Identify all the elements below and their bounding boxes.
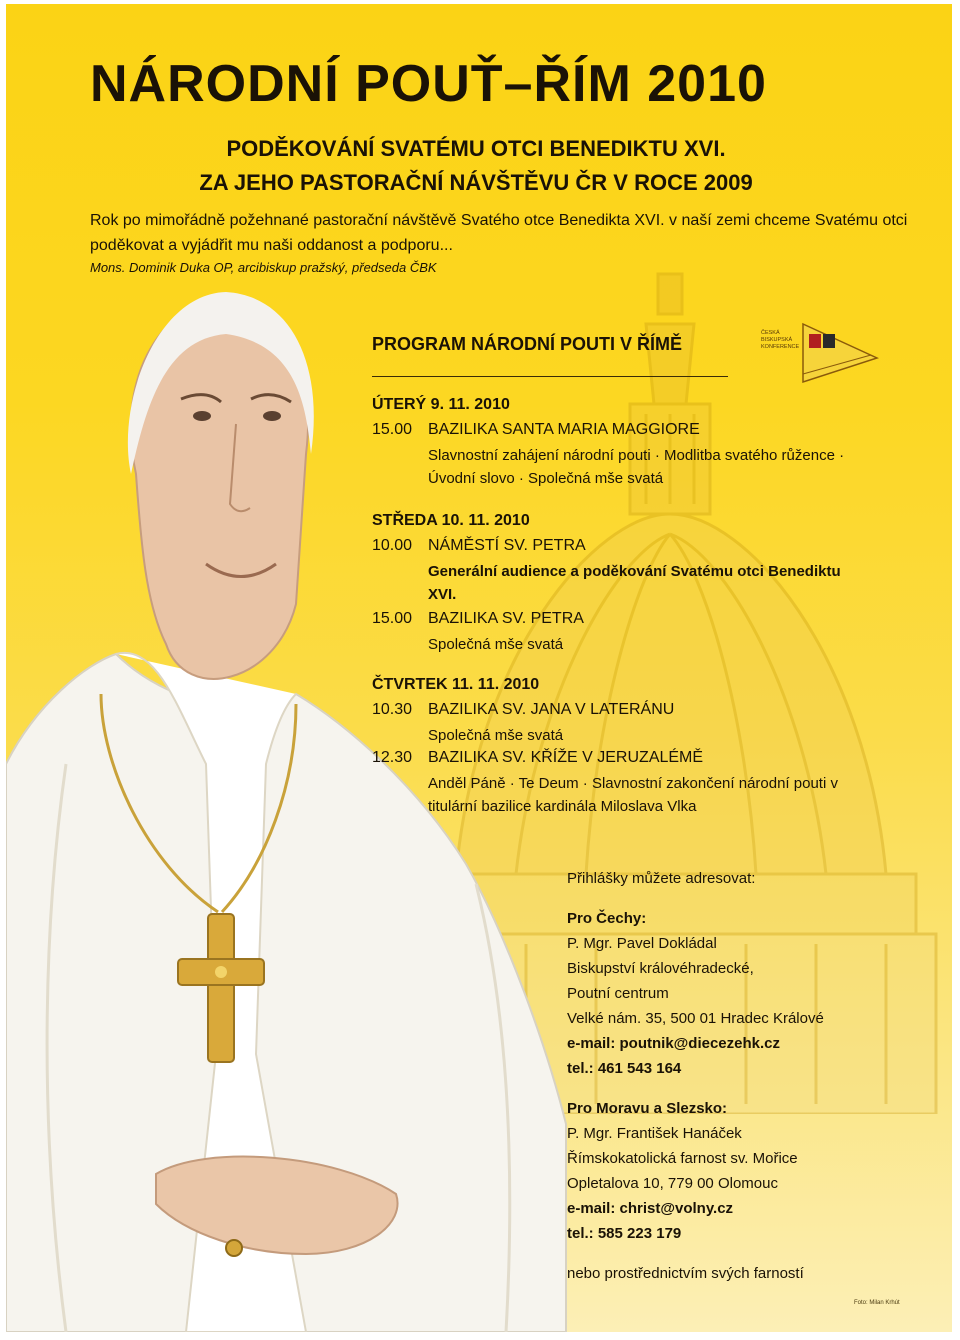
contact-address: Opletalova 10, 779 00 Olomouc xyxy=(567,1175,778,1192)
poster-title: NÁRODNÍ POUŤ–ŘÍM 2010 xyxy=(90,55,767,113)
event-place: BAZILIKA SANTA MARIA MAGGIORE xyxy=(428,421,700,438)
event-time: 12.30 xyxy=(372,749,413,766)
contact-address: Velké nám. 35, 500 01 Hradec Králové xyxy=(567,1010,824,1027)
contact-phone: tel.: 461 543 164 xyxy=(567,1060,682,1077)
cbk-logo-icon xyxy=(801,322,879,384)
day-label-thursday: ČTVRTEK 11. 11. 2010 xyxy=(372,676,540,693)
contacts-footer: nebo prostřednictvím svých farností xyxy=(567,1265,804,1282)
contact-department: Poutní centrum xyxy=(567,985,669,1002)
contact-phone: tel.: 585 223 179 xyxy=(567,1225,682,1242)
intro-text: Rok po mimořádně požehnané pastorační návštěvě Svatého otce Benedikta XVI. v naší zemi chceme Svatému otci poděkovat a vyjádřit mu naši oddanost a podporu... xyxy=(90,212,908,254)
event-place: BAZILIKA SV. PETRA xyxy=(428,610,584,627)
program-title: PROGRAM NÁRODNÍ POUTI V ŘÍMĚ xyxy=(372,334,683,354)
day-label-wednesday: STŘEDA 10. 11. 2010 xyxy=(372,512,530,529)
photo-credit: Foto: Milan Krhút xyxy=(854,1300,900,1306)
event-time: 15.00 xyxy=(372,421,413,438)
event-description: Slavnostní zahájení národní pouti · Modlitba svatého růžence · Úvodní slovo · Společná mše svatá xyxy=(428,447,845,487)
event-description: Společná mše svatá xyxy=(428,727,564,744)
event-place: BAZILIKA SV. KŘÍŽE V JERUZALÉMĚ xyxy=(428,749,704,766)
poster-subtitle-line1: PODĚKOVÁNÍ SVATÉMU OTCI BENEDIKTU XVI. xyxy=(226,136,726,161)
poster xyxy=(6,4,952,1332)
event-time: 10.00 xyxy=(372,537,413,554)
contact-name: P. Mgr. František Hanáček xyxy=(567,1125,742,1142)
event-description: Anděl Páně · Te Deum · Slavnostní zakončení národní pouti v titulární bazilice kardinála Miloslava Vlka xyxy=(428,775,838,815)
contact-organization: Biskupství královéhradecké, xyxy=(567,960,754,977)
event-time: 10.30 xyxy=(372,701,413,718)
intro-attribution: Mons. Dominik Duka OP, arcibiskup pražský, předseda ČBK xyxy=(90,260,437,275)
contact-organization: Římskokatolická farnost sv. Mořice xyxy=(567,1150,798,1167)
program-title-divider xyxy=(372,376,728,377)
contact-email: e-mail: poutnik@diecezehk.cz xyxy=(567,1035,781,1052)
event-description: Společná mše svatá xyxy=(428,636,564,653)
event-description: Generální audience a poděkování Svatému otci Benediktu XVI. xyxy=(428,563,841,603)
contacts-intro: Přihlášky můžete adresovat: xyxy=(567,870,756,887)
event-time: 15.00 xyxy=(372,610,413,627)
pope-portrait-image xyxy=(6,4,952,1332)
cbk-logo-text: ČESKÁ BISKUPSKÁ KONFERENCE xyxy=(761,330,800,350)
event-place: BAZILIKA SV. JANA V LATERÁNU xyxy=(428,701,675,718)
contact-heading-cechy: Pro Čechy: xyxy=(567,910,647,927)
event-place: NÁMĚSTÍ SV. PETRA xyxy=(428,537,586,554)
contact-name: P. Mgr. Pavel Dokládal xyxy=(567,935,717,952)
contact-heading-morava: Pro Moravu a Slezsko: xyxy=(567,1100,728,1117)
poster-subtitle-line2: ZA JEHO PASTORAČNÍ NÁVŠTĚVU ČR V ROCE 2009 xyxy=(199,170,753,195)
day-label-tuesday: ÚTERÝ 9. 11. 2010 xyxy=(372,396,510,413)
contact-email: e-mail: christ@volny.cz xyxy=(567,1200,734,1217)
